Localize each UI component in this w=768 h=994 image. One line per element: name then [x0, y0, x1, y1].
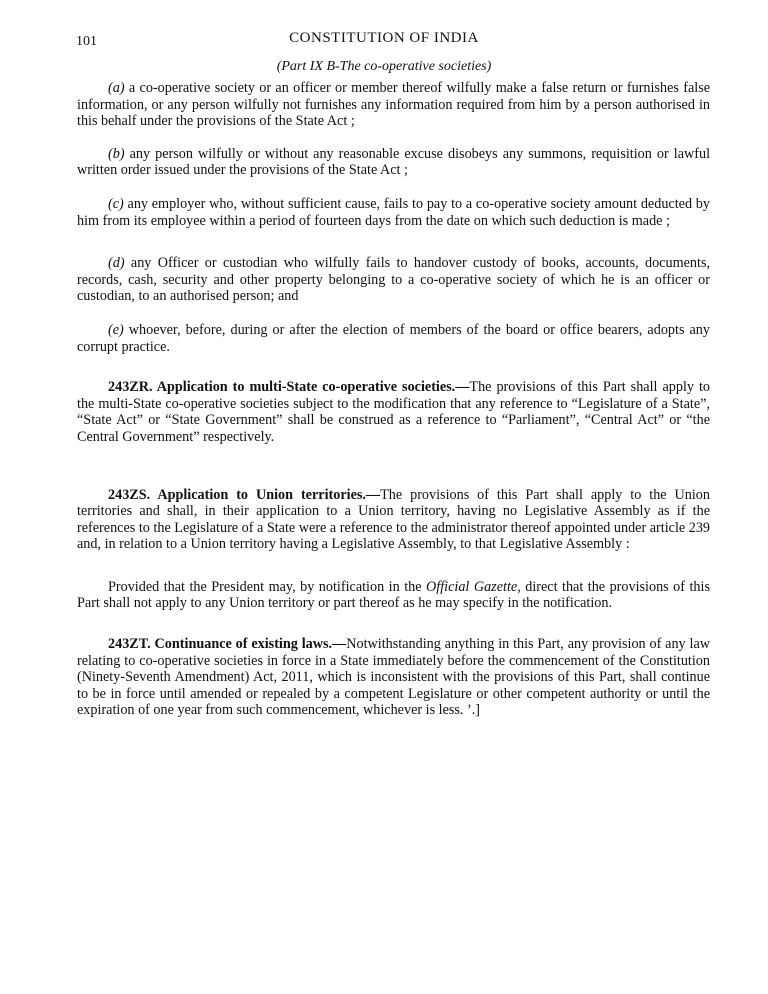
section-text: The provisions of this Part shall apply to the Union territories and shall, in their application to a Union territory, having no Legislative Assembly as if the references to the Legislature of a State were a reference to the administrator thereof appointed under article 239 and, in relation to a Union territory having a Legislative Assembly, to that Legislative Assembly : — [77, 486, 711, 553]
section-text: The provisions of this Part shall apply to the multi-State co-operative societies subject to the modification that any reference to “Legislature of a State”, “State Act” or “State Government” shall be construed as a reference to “Parliament”, “Central Act” or “the Central Government” respectively. — [77, 379, 710, 445]
clause-text: whoever, before, during or after the election of members of the board or office bearers, adopts any corrupt practice. — [77, 321, 710, 355]
running-title: CONSTITUTION OF INDIA — [289, 30, 479, 46]
clause-label: (c) — [108, 195, 124, 212]
clause-c — [77, 196, 710, 229]
proviso-text-start: Provided that the President may, by notification in the — [108, 578, 427, 595]
proviso — [77, 579, 710, 612]
section-243zt — [77, 636, 710, 719]
clause-b — [77, 146, 710, 179]
clause-label: (e) — [108, 321, 124, 338]
section-243zs — [77, 487, 710, 553]
proviso-text-end: , direct that the provisions of this Part shall not apply to any Union territory or part thereof as he may specify in the notification. — [77, 578, 710, 612]
clause-d — [77, 255, 710, 305]
clause-text: a co-operative society or an officer or member thereof wilfully make a false return or furnishes false information, or any person wilfully not furnishes any information required from him by a person authorised in this behalf under the provisions of the State Act ; — [77, 80, 711, 130]
section-heading: 243ZR. Application to multi-State co-operative societies.— — [108, 379, 470, 396]
clause-label: (d) — [108, 255, 125, 272]
clause-text: any Officer or custodian who wilfully fails to handover custody of books, accounts, documents, records, cash, security and other property belonging to a co-operative society of which he is an officer or custodian, to an authorised person; and — [77, 255, 711, 305]
section-heading: 243ZT. Continuance of existing laws.— — [108, 636, 347, 653]
clause-label: (b) — [108, 145, 125, 162]
clause-text: any person wilfully or without any reasonable excuse disobeys any summons, requisition or lawful written order issued under the provisions of the State Act ; — [77, 145, 711, 179]
clause-text: any employer who, without sufficient cause, fails to pay to a co-operative society amount deducted by him from its employee within a period of fourteen days from the date on which such deduction is made ; — [77, 195, 710, 229]
section-heading: 243ZS. Application to Union territories.— — [108, 486, 381, 503]
official-gazette-reference: Official Gazette — [426, 578, 518, 595]
part-heading: (Part IX B-The co-operative societies) — [276, 59, 492, 74]
clause-a — [77, 80, 710, 130]
section-text: Notwithstanding anything in this Part, any provision of any law relating to co-operative societies in force in a State immediately before the commencement of the Constitution (Ninety-Seventh Amendment) Act, 2011, which is inconsistent with the provisions of this Part, shall continue to be in force until amended or repealed by a competent Legislature or other competent authority or until the expiration of one year from such commencement, whichever is less. ’.] — [77, 636, 710, 719]
section-243zr — [77, 379, 710, 445]
clause-e — [77, 322, 710, 355]
document-body — [77, 80, 710, 719]
clause-label: (a) — [108, 80, 125, 96]
page-number: 101 — [76, 34, 97, 49]
